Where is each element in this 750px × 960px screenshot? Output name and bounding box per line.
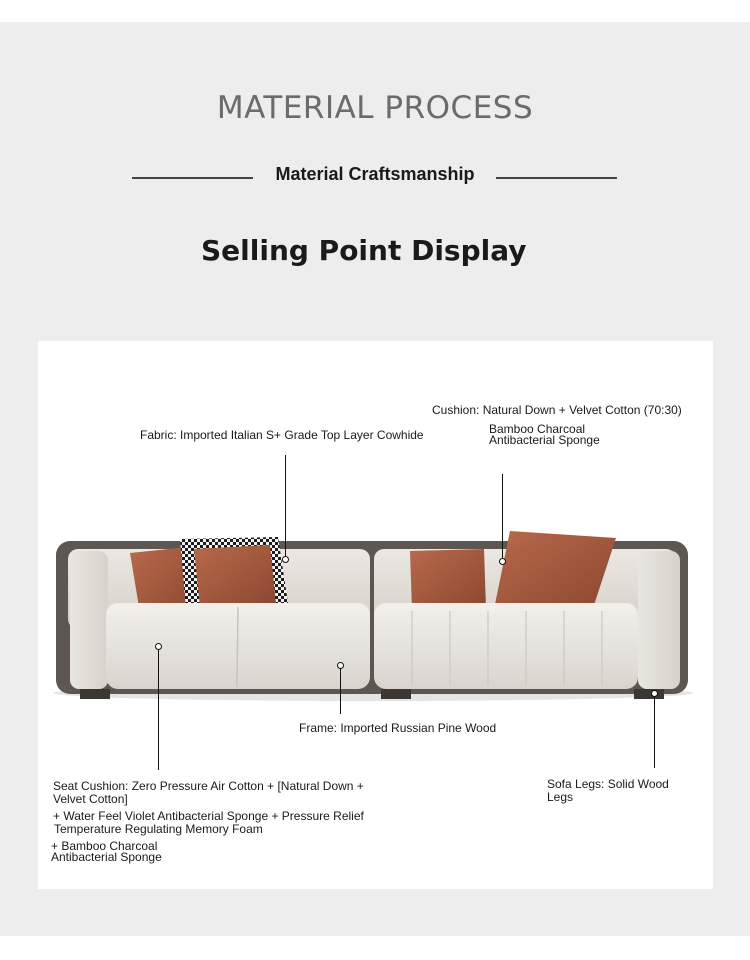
seat-pointer-line	[158, 649, 159, 770]
seat-label-line-6: Antibacterial Sponge	[51, 850, 162, 864]
cushion-pointer-line	[502, 474, 503, 560]
sofa-illustration	[38, 341, 713, 889]
seat-label-line-1: Seat Cushion: Zero Pressure Air Cotton + [Natural Down +	[53, 779, 364, 793]
pillow-brown-center	[194, 545, 276, 607]
cushion-sponge-label-1: Bamboo Charcoal	[489, 422, 586, 436]
sofa-leg-right	[634, 689, 664, 699]
fabric-pointer-line	[285, 455, 286, 559]
cushion-pointer-dot	[499, 558, 506, 565]
legs-label-line-2: Legs	[547, 790, 574, 804]
sofa-leg-left	[80, 689, 110, 699]
frame-label: Frame: Imported Russian Pine Wood	[299, 721, 497, 735]
subtitle-divider-right	[496, 177, 617, 179]
subtitle: Material Craftsmanship	[275, 164, 475, 184]
cushion-label: Cushion: Natural Down + Velvet Cotton (70:30)	[432, 403, 682, 417]
page-title: MATERIAL PROCESS	[216, 90, 534, 126]
seat-cushion-right	[374, 603, 638, 689]
fabric-label: Fabric: Imported Italian S+ Grade Top Layer Cowhide	[140, 428, 424, 442]
seat-label-line-5: + Bamboo Charcoal	[51, 839, 158, 853]
pillow-brown-right-small	[410, 549, 486, 611]
fabric-pointer-dot	[282, 556, 289, 563]
frame-pointer-line	[340, 668, 341, 714]
cushion-sponge-label-2: Antibacterial Sponge	[489, 433, 600, 447]
subtitle-divider-left	[132, 177, 253, 179]
legs-label-line-1: Sofa Legs: Solid Wood	[547, 777, 669, 791]
right-arm	[638, 551, 680, 689]
seat-seam-left	[237, 607, 238, 687]
section-title: Selling Point Display	[201, 234, 527, 267]
sofa-leg-center	[381, 689, 411, 699]
seat-label-line-3: + Water Feel Violet Antibacterial Sponge + Pressure Relief	[53, 809, 364, 823]
legs-pointer-line	[654, 696, 655, 768]
seat-label-line-2: Velvet Cotton]	[53, 792, 128, 806]
product-card	[38, 341, 713, 889]
seat-label-line-4: Temperature Regulating Memory Foam	[54, 822, 263, 836]
left-arm	[70, 551, 108, 689]
